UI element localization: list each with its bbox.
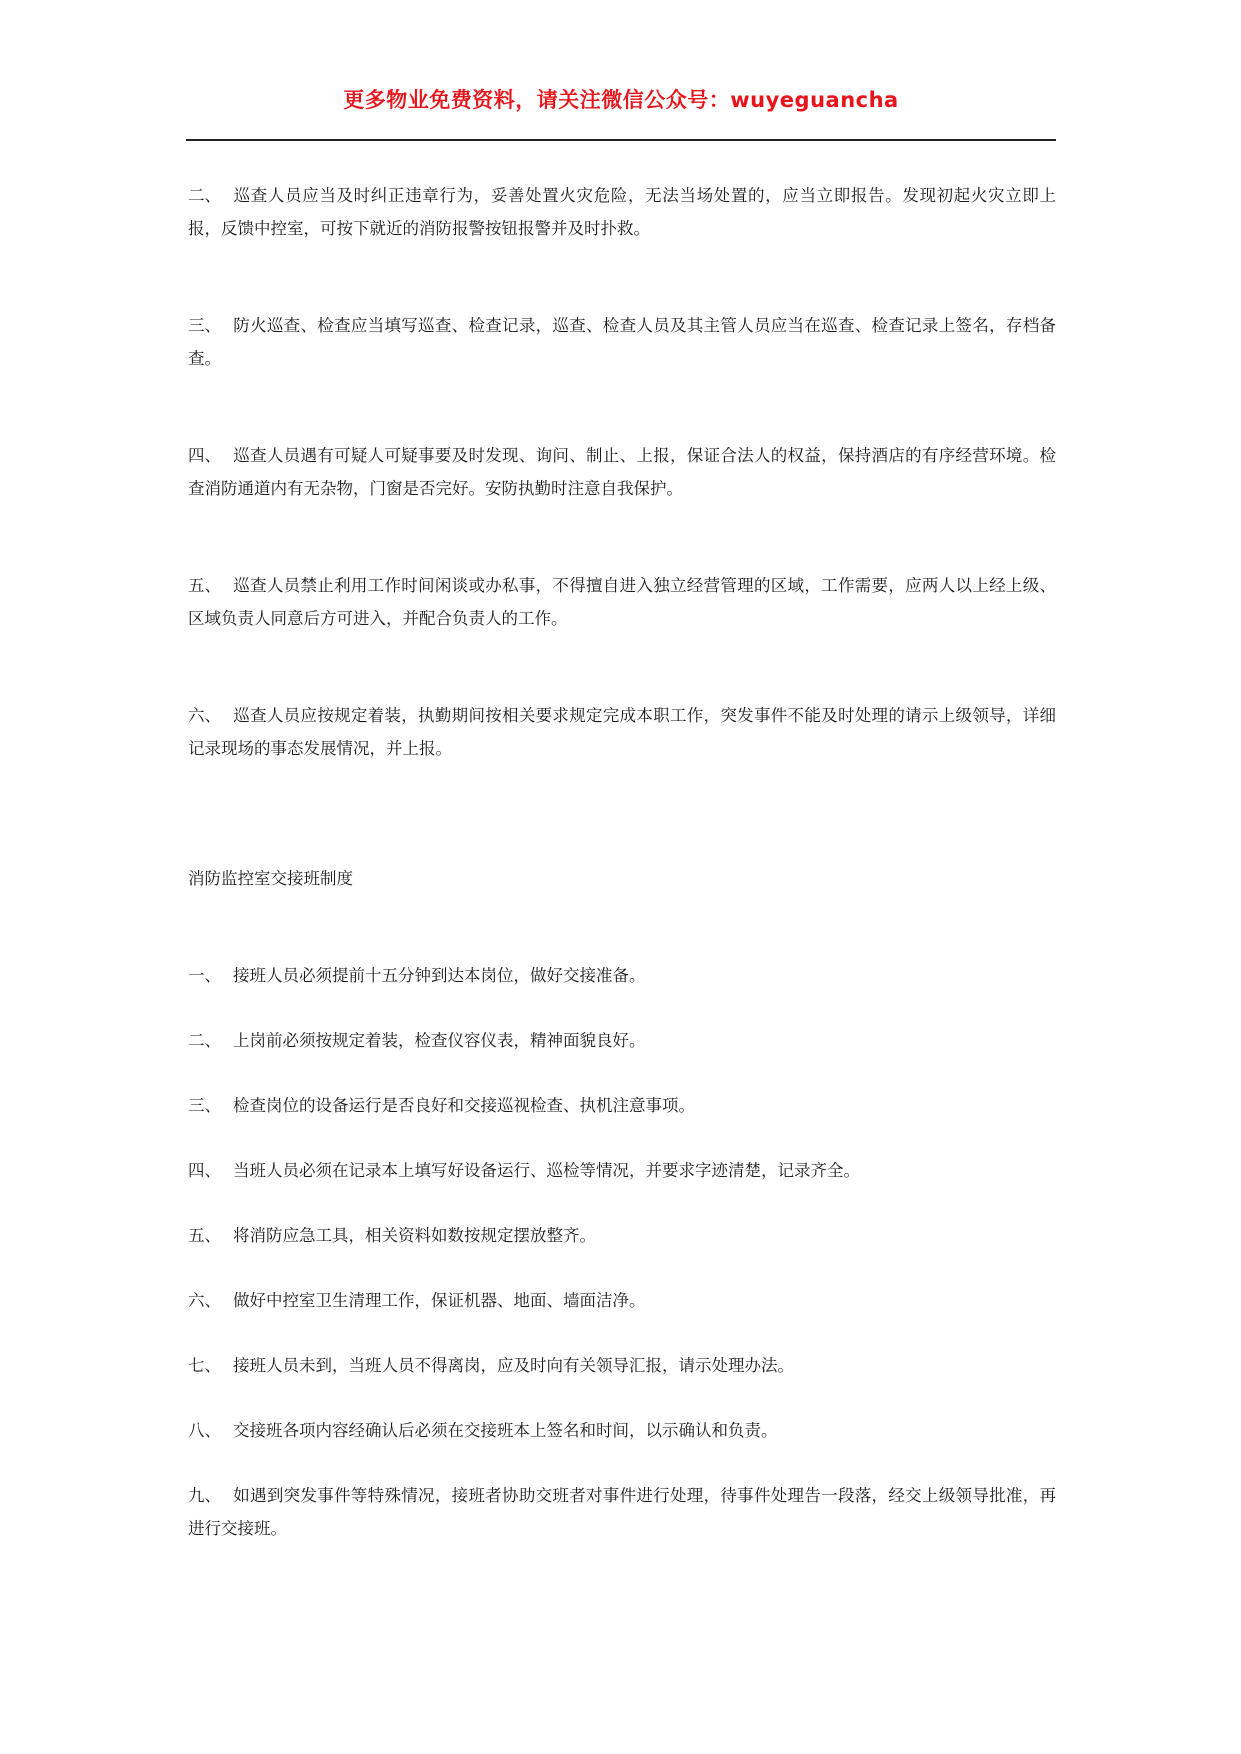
item-number: 九、 xyxy=(188,1486,221,1505)
list-item xyxy=(188,439,1056,505)
item-text: 巡查人员应按规定着装，执勤期间按相关要求规定完成本职工作，突发事件不能及时处理的请示上级领导，详细记录现场的事态发展情况，并上报。 xyxy=(188,706,1056,758)
list-item xyxy=(188,1479,1056,1545)
list-item xyxy=(188,1284,1056,1317)
item-number: 三、 xyxy=(188,1096,221,1115)
list-item xyxy=(188,699,1056,765)
list-item xyxy=(188,959,1056,992)
item-text: 当班人员必须在记录本上填写好设备运行、巡检等情况，并要求字迹清楚，记录齐全。 xyxy=(233,1161,860,1180)
item-number: 七、 xyxy=(188,1356,221,1375)
header-banner: 更多物业免费资料，请关注微信公众号：wuyeguancha xyxy=(343,88,899,112)
item-text: 防火巡查、检查应当填写巡查、检查记录，巡查、检查人员及其主管人员应当在巡查、检查记录上签名，存档备查。 xyxy=(188,316,1056,368)
item-number: 四、 xyxy=(188,1161,221,1180)
header-divider xyxy=(186,139,1056,141)
item-number: 三、 xyxy=(188,316,221,335)
item-number: 六、 xyxy=(188,1291,221,1310)
item-number: 八、 xyxy=(188,1421,221,1440)
list-item xyxy=(188,179,1056,245)
item-number: 四、 xyxy=(188,446,221,465)
item-text: 巡查人员禁止利用工作时间闲谈或办私事，不得擅自进入独立经营管理的区域，工作需要，应两人以上经上级、区域负责人同意后方可进入，并配合负责人的工作。 xyxy=(188,576,1056,628)
item-number: 一、 xyxy=(188,966,221,985)
item-number: 五、 xyxy=(188,576,221,595)
item-text: 巡查人员遇有可疑人可疑事要及时发现、询问、制止、上报，保证合法人的权益，保持酒店的有序经营环境。检查消防通道内有无杂物，门窗是否完好。安防执勤时注意自我保护。 xyxy=(188,446,1056,498)
section-title: 消防监控室交接班制度 xyxy=(188,869,353,888)
list-item xyxy=(188,1219,1056,1252)
list-item xyxy=(188,1024,1056,1057)
item-text: 巡查人员应当及时纠正违章行为，妥善处置火灾危险，无法当场处置的，应当立即报告。发现初起火灾立即上报，反馈中控室，可按下就近的消防报警按钮报警并及时扑救。 xyxy=(188,186,1056,238)
item-text: 交接班各项内容经确认后必须在交接班本上签名和时间，以示确认和负责。 xyxy=(233,1421,778,1440)
item-text: 接班人员必须提前十五分钟到达本岗位，做好交接准备。 xyxy=(233,966,646,985)
item-number: 二、 xyxy=(188,1031,221,1050)
item-text: 如遇到突发事件等特殊情况，接班者协助交班者对事件进行处理，待事件处理告一段落，经交上级领导批准，再进行交接班。 xyxy=(188,1486,1056,1538)
list-item xyxy=(188,1349,1056,1382)
list-item xyxy=(188,1089,1056,1122)
item-text: 上岗前必须按规定着装，检查仪容仪表，精神面貌良好。 xyxy=(233,1031,646,1050)
list-item xyxy=(188,569,1056,635)
list-item xyxy=(188,1414,1056,1447)
item-text: 将消防应急工具，相关资料如数按规定摆放整齐。 xyxy=(233,1226,596,1245)
list-item xyxy=(188,309,1056,375)
list-item xyxy=(188,1154,1056,1187)
item-text: 检查岗位的设备运行是否良好和交接巡视检查、执机注意事项。 xyxy=(233,1096,695,1115)
item-number: 六、 xyxy=(188,706,221,725)
item-number: 五、 xyxy=(188,1226,221,1245)
item-text: 接班人员未到，当班人员不得离岗，应及时向有关领导汇报，请示处理办法。 xyxy=(233,1356,794,1375)
item-text: 做好中控室卫生清理工作，保证机器、地面、墙面洁净。 xyxy=(233,1291,646,1310)
item-number: 二、 xyxy=(188,186,221,205)
